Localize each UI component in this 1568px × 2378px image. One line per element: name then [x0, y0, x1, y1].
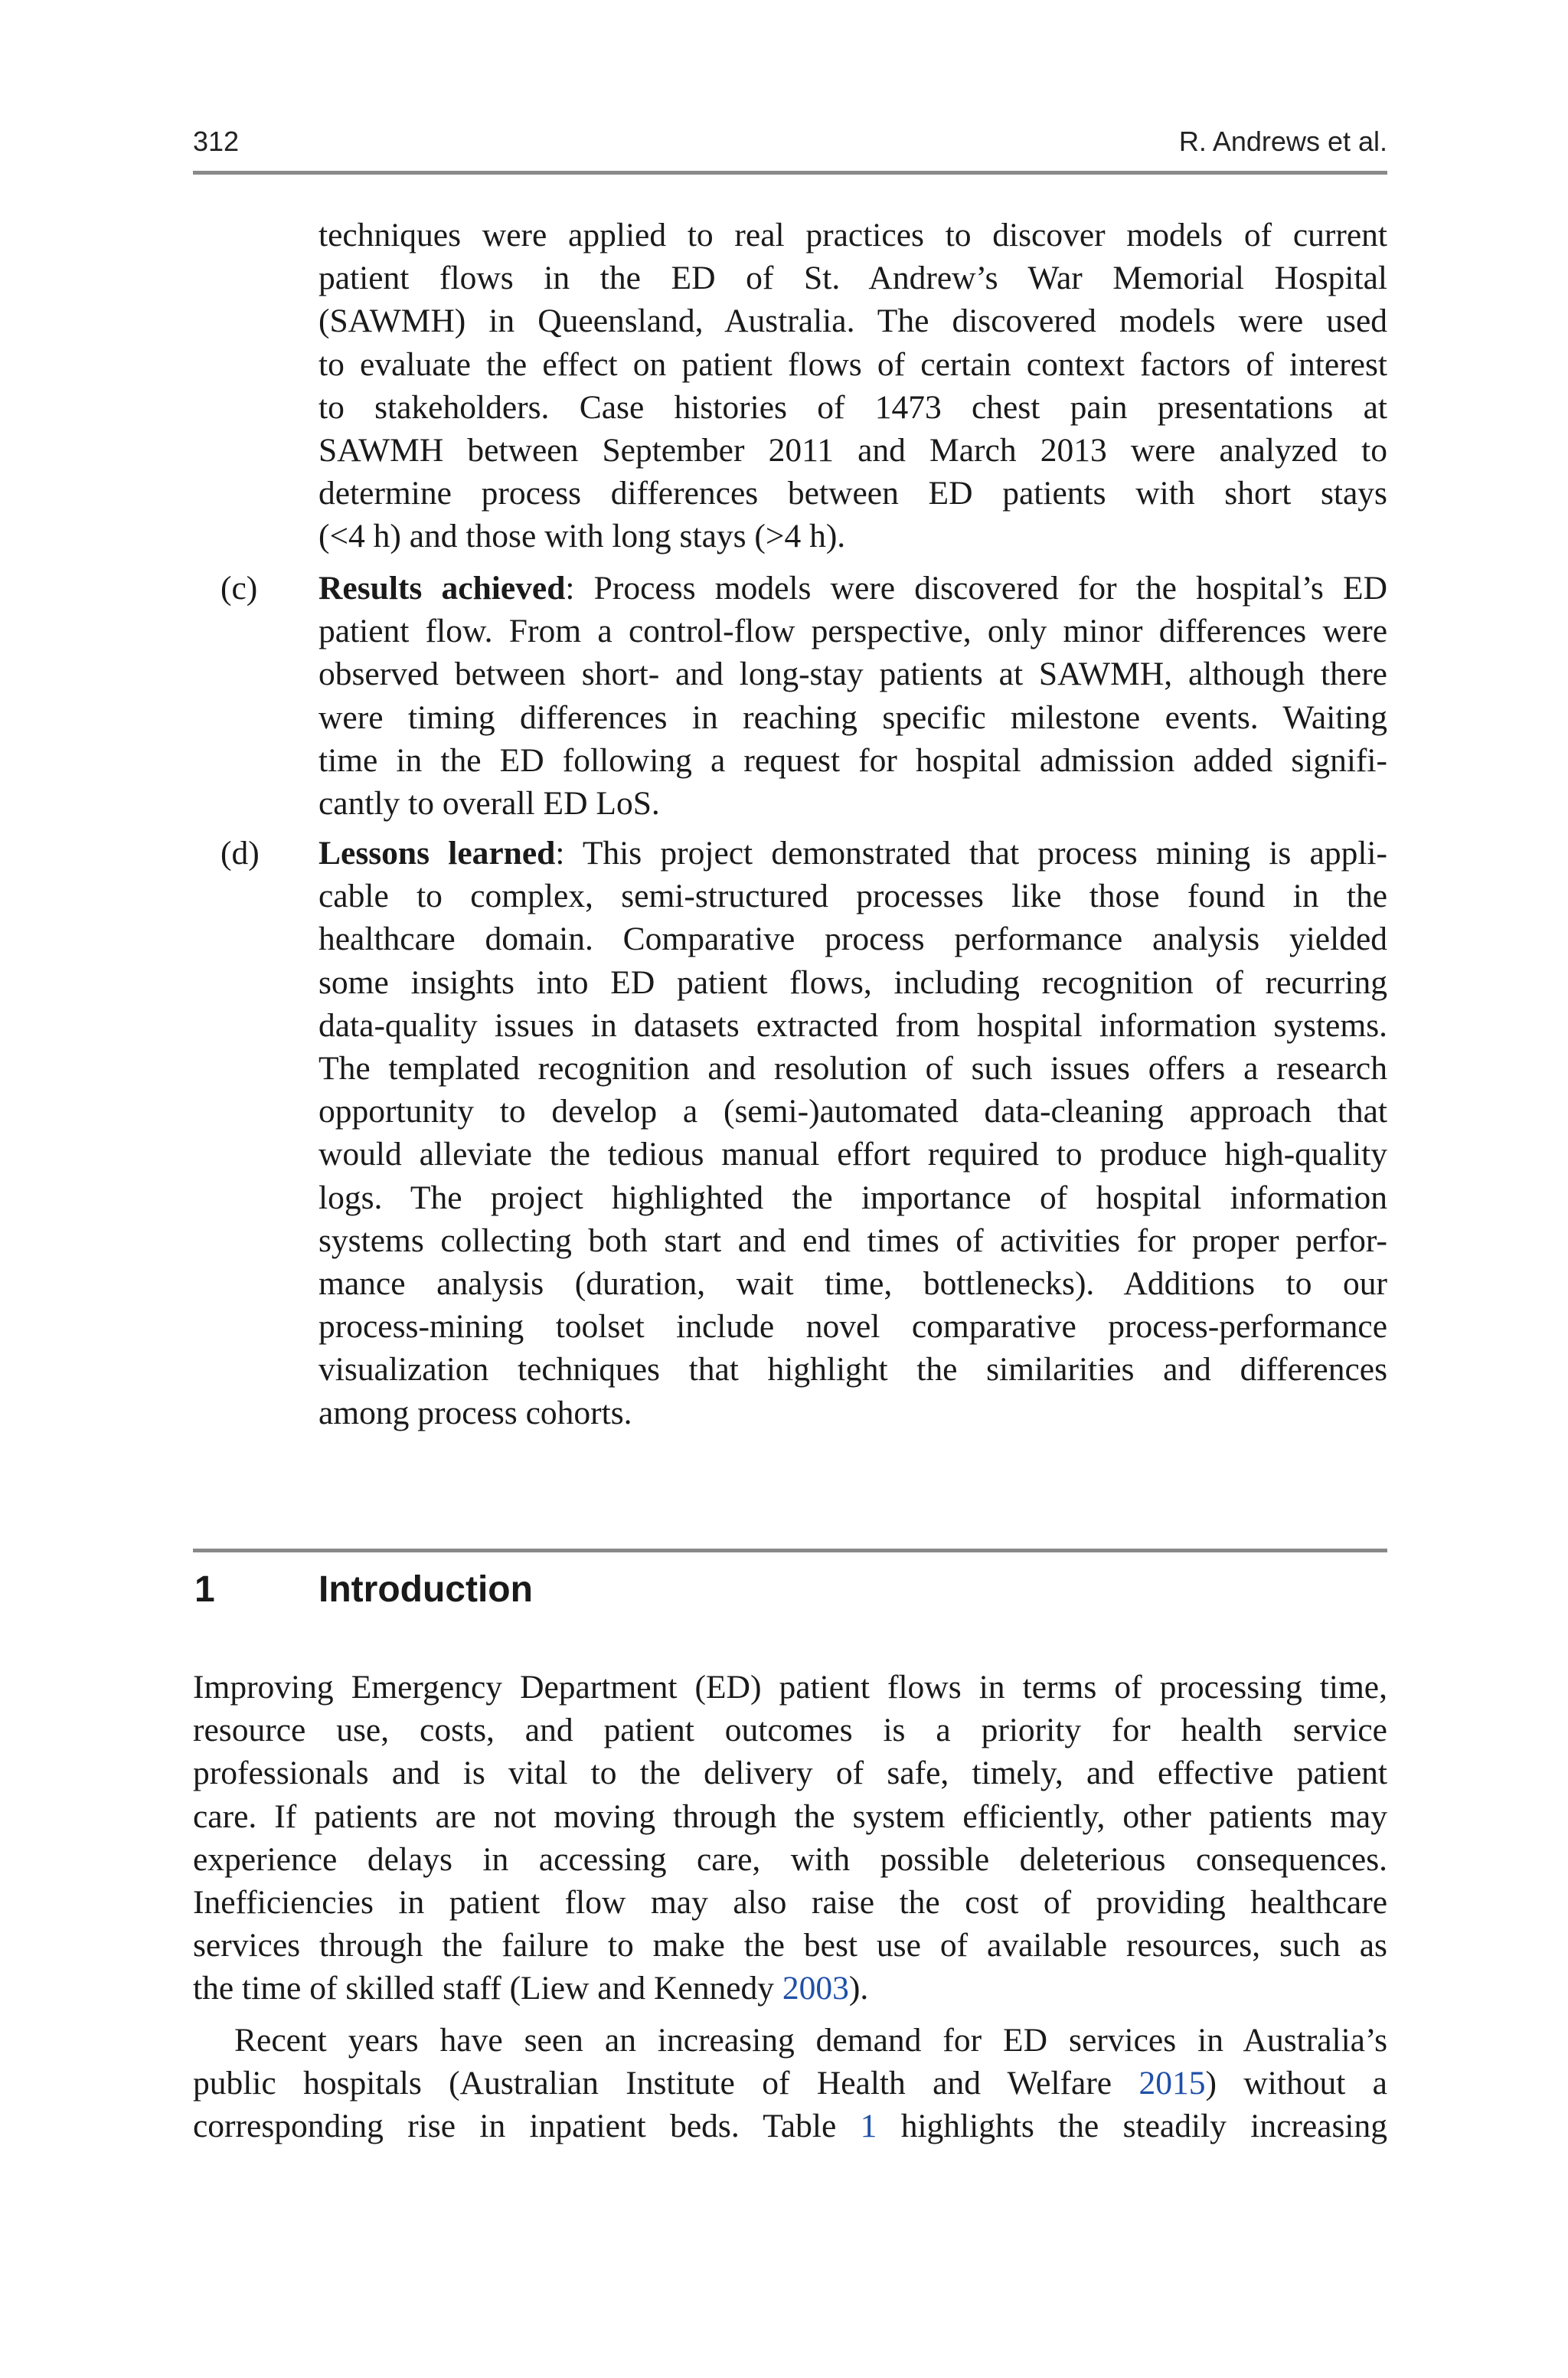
- text-line: [193, 2105, 1387, 2147]
- text-line: Recent years have seen an increasing demand for ED services in Australia’s: [234, 2022, 1387, 2059]
- text-line: (<4 h) and those with long stays (>4 h).: [318, 518, 846, 555]
- text-line: care. If patients are not moving through the system efficiently, other patients may: [193, 1797, 1387, 1835]
- text-line: to stakeholders. Case histories of 1473 chest pain presentations at: [318, 388, 1387, 426]
- section-heading: [193, 1567, 1387, 1613]
- text-run: ).: [848, 1970, 869, 2007]
- running-authors: R. Andrews et al.: [1178, 126, 1387, 157]
- paragraph: [193, 2019, 1387, 2148]
- text-line: process-mining toolset include novel comparative process-performance: [318, 1308, 1387, 1346]
- paragraph: [193, 1666, 1387, 2010]
- text-line: Inefficiencies in patient flow may also raise the cost of providing healthcare: [193, 1884, 1387, 1922]
- text-line: Improving Emergency Department (ED) patient flows in terms of processing time,: [193, 1669, 1387, 1706]
- text-line: opportunity to develop a (semi-)automated data-cleaning approach that: [318, 1093, 1387, 1130]
- text-line: to evaluate the effect on patient flows of certain context factors of interest: [318, 345, 1387, 383]
- page-number: 312: [193, 126, 240, 157]
- text-line: patient flow. From a control-flow perspective, only minor differences were: [318, 613, 1387, 650]
- text-line: time in the ED following a request for hospital admission added signifi-: [318, 741, 1387, 779]
- text-line: data-quality issues in datasets extracted from hospital information systems.: [318, 1006, 1387, 1044]
- text-line: [318, 832, 1387, 875]
- text-line: (SAWMH) in Queensland, Australia. The discovered models were used: [318, 303, 1387, 340]
- text-line: determine process differences between ED patients with short stays: [318, 475, 1387, 512]
- text-line: visualization techniques that highlight the similarities and differences: [318, 1351, 1387, 1389]
- item-heading: Lessons learned: [318, 835, 556, 872]
- citation-link[interactable]: 2015: [1138, 2065, 1206, 2102]
- text-line: mance analysis (duration, wait time, bottlenecks). Additions to our: [318, 1265, 1387, 1303]
- text-run: ) without a: [1205, 2065, 1387, 2102]
- text-run: the time of skilled staff (Liew and Kennedy: [193, 1970, 782, 2007]
- text-run: public hospitals (Australian Institute of Health and Welfare: [193, 2065, 1139, 2102]
- text-line: some insights into ED patient flows, including recognition of recurring: [318, 963, 1387, 1001]
- text-line: professionals and is vital to the delivery of safe, timely, and effective patient: [193, 1755, 1387, 1792]
- section-number: 1: [194, 1569, 215, 1610]
- text-line: logs. The project highlighted the importance of hospital information: [318, 1179, 1387, 1216]
- text-line: cantly to overall ED LoS.: [318, 785, 660, 823]
- section-rule: [193, 1549, 1387, 1552]
- header-rule: [193, 171, 1387, 175]
- text-line: observed between short- and long-stay patients at SAWMH, although there: [318, 656, 1387, 693]
- text-line: The templated recognition and resolution of such issues offers a research: [318, 1050, 1387, 1088]
- text-line: cable to complex, semi-structured processes like those found in the: [318, 878, 1387, 915]
- text-line: [193, 2062, 1387, 2105]
- abstract-item-b-continuation: [318, 214, 1387, 558]
- text-line: SAWMH between September 2011 and March 2013 were analyzed to: [318, 432, 1387, 469]
- text-line: techniques were applied to real practices to discover models of current: [318, 217, 1387, 254]
- text-line: would alleviate the tedious manual effort required to produce high-quality: [318, 1136, 1387, 1173]
- table-reference-link[interactable]: 1: [860, 2108, 877, 2145]
- text-line: among process cohorts.: [318, 1394, 632, 1431]
- item-label: (c): [220, 570, 258, 607]
- running-header: [193, 116, 1387, 157]
- citation-link[interactable]: 2003: [782, 1970, 849, 2007]
- text-line: [318, 567, 1387, 610]
- text-line: healthcare domain. Comparative process performance analysis yielded: [318, 921, 1387, 958]
- text-line: systems collecting both start and end times of activities for proper perfor-: [318, 1222, 1387, 1259]
- text-line: resource use, costs, and patient outcomes is a priority for health service: [193, 1712, 1387, 1749]
- item-first-line: : Process models were discovered for the hospital’s ED: [565, 570, 1387, 607]
- text-line: services through the failure to make the best use of available resources, such as: [193, 1927, 1387, 1964]
- item-first-line: : This project demonstrated that process mining is appli-: [555, 835, 1387, 872]
- text-run: highlights the steadily increasing: [877, 2108, 1387, 2145]
- text-line: experience delays in accessing care, with possible deleterious consequences.: [193, 1840, 1387, 1878]
- text-line: [193, 1967, 1387, 2010]
- text-line: were timing differences in reaching specific milestone events. Waiting: [318, 698, 1387, 736]
- item-heading: Results achieved: [318, 570, 566, 607]
- text-run: corresponding rise in inpatient beds. Table: [193, 2108, 861, 2145]
- item-label: (d): [220, 835, 260, 872]
- section-title: Introduction: [318, 1569, 533, 1610]
- text-line: patient flows in the ED of St. Andrew’s War Memorial Hospital: [318, 260, 1387, 297]
